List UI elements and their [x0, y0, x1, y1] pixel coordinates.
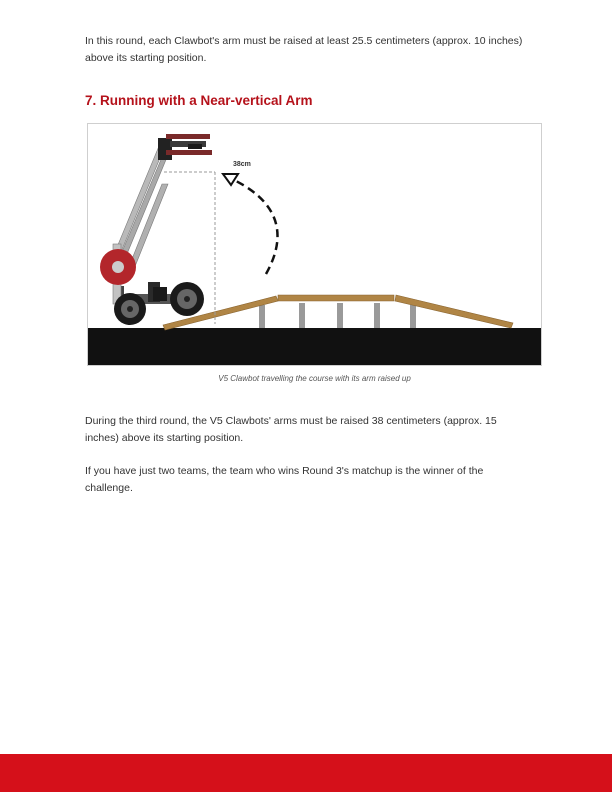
two-teams-paragraph: If you have just two teams, the team who wins Round 3's matchup is the winner of the challenge. — [85, 465, 484, 494]
height-label: 38cm — [233, 161, 251, 168]
third-round-paragraph: During the third round, the V5 Clawbots' arms must be raised 38 centimeters (approx. 15 inches) above its starting position. — [85, 415, 497, 444]
raise-arrow — [234, 180, 278, 274]
robot-claw — [158, 134, 212, 160]
floor — [88, 328, 541, 365]
figure-caption: V5 Clawbot travelling the course with its arm raised up — [218, 374, 411, 383]
raise-arrow-head — [223, 174, 238, 185]
footer-bar — [0, 754, 612, 792]
clawbot-illustration — [88, 124, 541, 365]
ramp-supports — [259, 303, 416, 328]
clawbot-figure — [87, 123, 542, 366]
intro-paragraph: In this round, each Clawbot's arm must be raised at least 25.5 centimeters (approx. 10 inches) above its starting position. — [85, 35, 523, 64]
section-heading: 7. Running with a Near-vertical Arm — [85, 93, 313, 108]
